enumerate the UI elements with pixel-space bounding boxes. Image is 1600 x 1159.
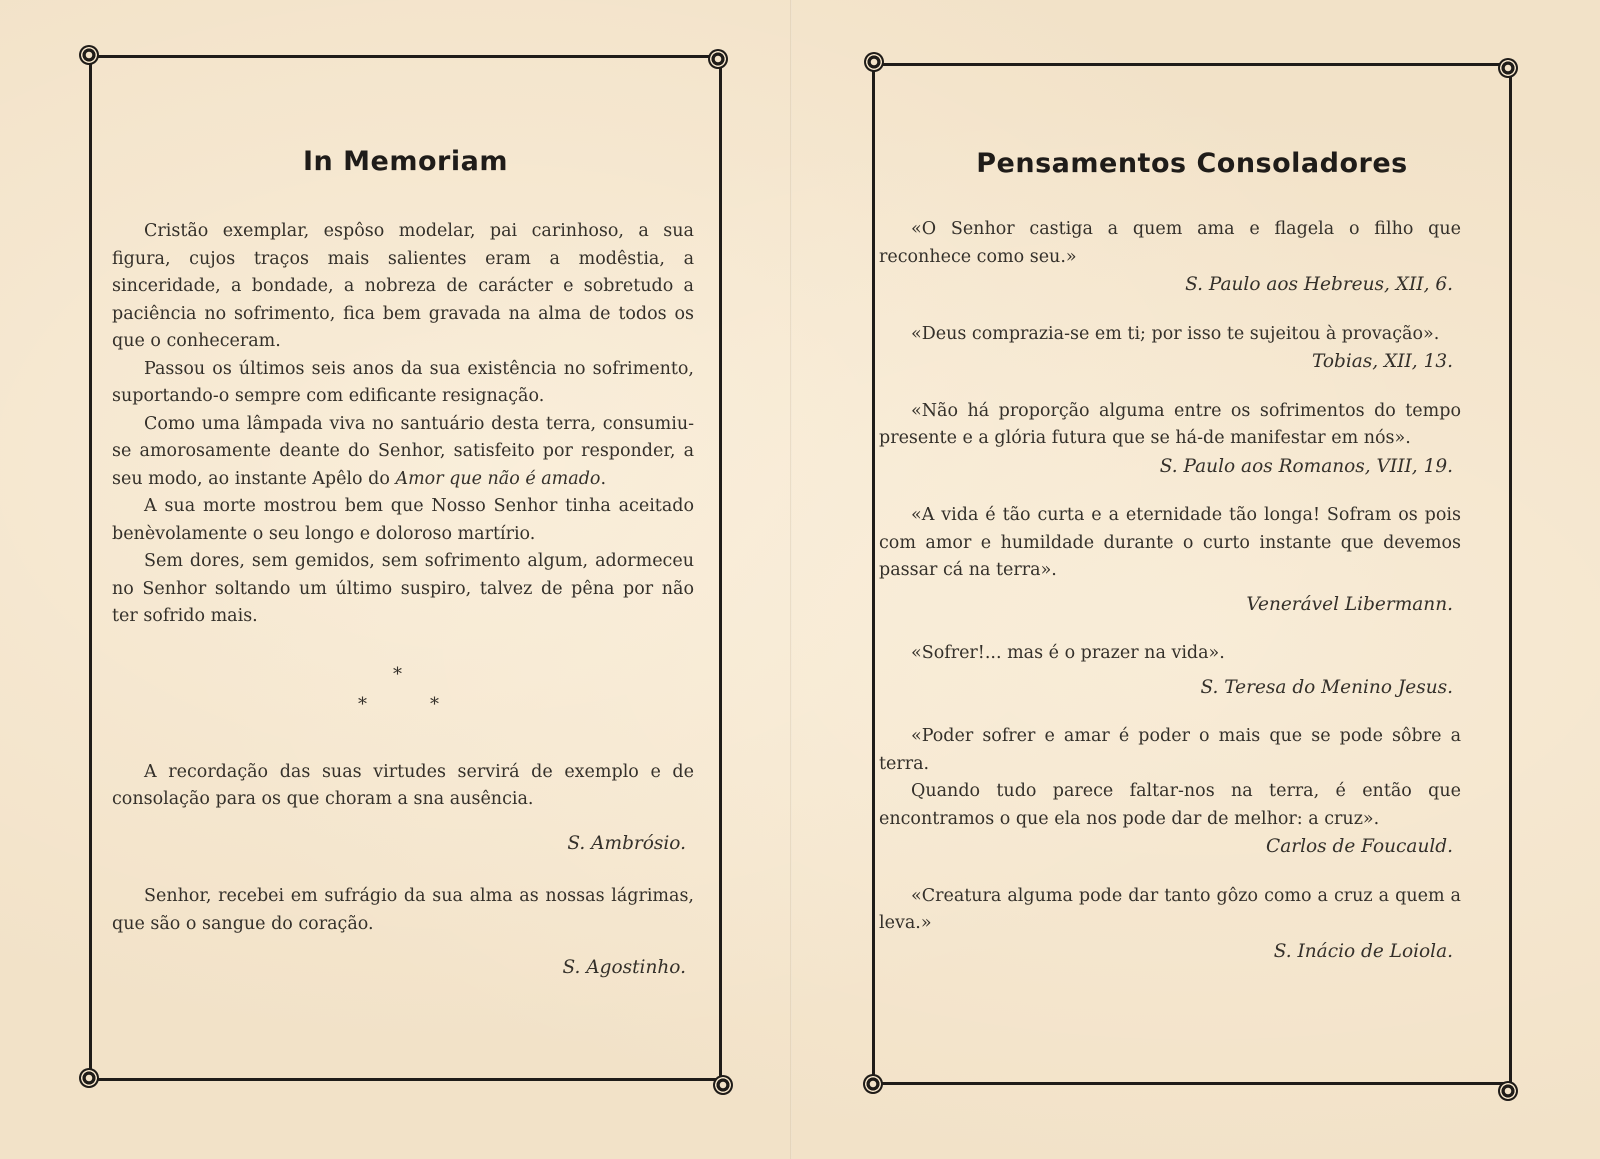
quote-block: «O Senhor castiga a quem ama e flagela o filho que reconhece como seu.» S. Paulo aos Hebreus, XII, 6. xyxy=(879,216,1461,299)
quote-block: «Sofrer!... mas é o prazer na vida». S. Teresa do Menino Jesus. xyxy=(879,640,1461,701)
quote-ambrosio: A recordação das suas virtudes servirá de exemplo e de consolação para os que choram a sna ausência. xyxy=(112,761,694,809)
paragraph: Sem dores, sem gemidos, sem sofrimento algum, adormeceu no Senhor soltando um último suspiro, talvez de pêna por não ter sofrido mais. xyxy=(112,551,694,626)
corner-ornament-icon xyxy=(79,45,99,65)
right-title: Pensamentos Consoladores xyxy=(976,148,1408,179)
corner-ornament-icon xyxy=(708,49,728,69)
attribution: S. Paulo aos Romanos, VIII, 19. xyxy=(1159,455,1453,477)
paragraph: Como uma lâmpada viva no santuário desta terra, consumiu-se amorosamente deante do Senhor, satisfeito por responder, a seu modo, ao instante Apêlo do Amor que não é amado. xyxy=(112,413,694,489)
right-panel xyxy=(872,63,1512,1085)
asterisk: * xyxy=(358,693,367,715)
attribution: S. Ambrósio. xyxy=(567,832,686,854)
quote-block: «Deus comprazia-se em ti; por isso te sujeitou à provação». Tobias, XII, 13. xyxy=(879,321,1461,376)
asterisk: * xyxy=(393,663,402,685)
corner-ornament-icon xyxy=(713,1075,733,1095)
attribution: S. Teresa do Menino Jesus. xyxy=(1200,676,1453,698)
quote-block: «Poder sofrer e amar é poder o mais que se pode sôbre a terra. Quando tudo parece faltar-nos na terra, é então que encontramos o que ela nos pode dar de melhor: a cruz». Carlos de Foucauld. xyxy=(879,723,1461,861)
memoriam-text xyxy=(112,218,694,982)
corner-ornament-icon xyxy=(1498,58,1518,78)
attribution: Venerável Libermann. xyxy=(1246,593,1453,615)
paragraph: Cristão exemplar, espôso modelar, pai carinhoso, a sua figura, cujos traços mais salientes eram a modêstia, a sinceridade, a bondade, a nobreza de carácter e sobretudo a paciência no sofrimento, fica bem gravada na alma de todos os que o conheceram. xyxy=(112,221,694,351)
asterisk: * xyxy=(430,693,439,715)
paragraph: Passou os últimos seis anos da sua existência no sofrimento, suportando-o sempre com edificante resignação. xyxy=(112,358,694,406)
attribution: Tobias, XII, 13. xyxy=(1311,351,1453,372)
corner-ornament-icon xyxy=(864,52,884,72)
page-fold xyxy=(790,0,792,1159)
quote-agostinho: Senhor, recebei em sufrágio da sua alma as nossas lágrimas, que são o sangue do coração. xyxy=(112,886,694,934)
italic-phrase: Amor que não é amado xyxy=(395,468,601,489)
corner-ornament-icon xyxy=(1498,1081,1518,1101)
attribution: S. Paulo aos Hebreus, XII, 6. xyxy=(1185,274,1453,295)
consoling-thoughts xyxy=(879,216,1461,987)
corner-ornament-icon xyxy=(863,1074,883,1094)
quote-block: «A vida é tão curta e a eternidade tão longa! Sofram os pois com amor e humildade durante o curto instante que devemos passar cá na terra». Venerável Libermann. xyxy=(879,502,1461,618)
quote-block: «Creatura alguma pode dar tanto gôzo como a cruz a quem a leva.» S. Inácio de Loiola. xyxy=(879,883,1461,966)
attribution: S. Inácio de Loiola. xyxy=(1273,940,1453,962)
corner-ornament-icon xyxy=(79,1068,99,1088)
asterism xyxy=(112,661,694,731)
attribution: S. Agostinho. xyxy=(562,957,686,978)
attribution: Carlos de Foucauld. xyxy=(1266,836,1453,857)
left-panel xyxy=(89,55,722,1081)
paragraph: A sua morte mostrou bem que Nosso Senhor tinha aceitado benèvolamente o seu longo e doloroso martírio. xyxy=(112,496,694,544)
left-title: In Memoriam xyxy=(303,146,508,177)
quote-block: «Não há proporção alguma entre os sofrimentos do tempo presente e a glória futura que se há-de manifestar em nós». S. Paulo aos Romanos, VIII, 19. xyxy=(879,398,1461,481)
